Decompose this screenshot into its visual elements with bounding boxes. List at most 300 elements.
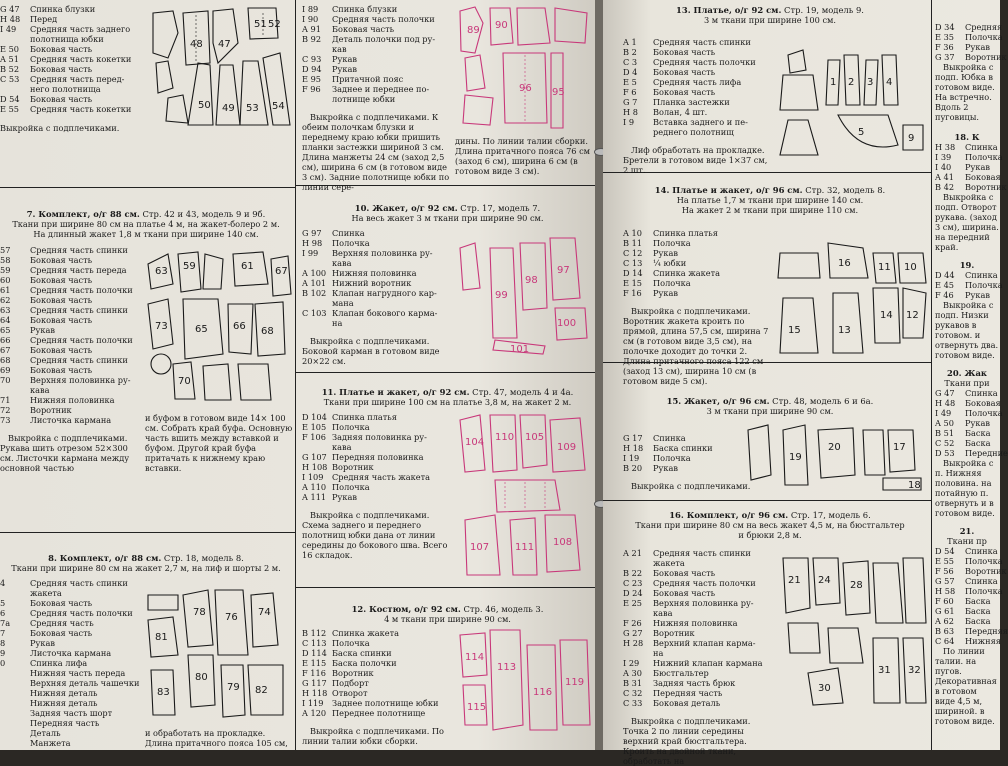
pattern-piece-row: [0, 335, 140, 345]
piece-name: Боковая часть: [653, 87, 716, 97]
pattern-piece-row: [302, 628, 450, 638]
piece-name: жакета: [653, 558, 685, 568]
pattern-piece-row: [0, 598, 140, 608]
piece-code: I 9: [623, 117, 635, 127]
piece-code: E 105: [302, 422, 327, 432]
piece-name: кава: [332, 442, 352, 452]
piece-number: 113: [497, 662, 517, 673]
pattern-piece-row: [0, 104, 140, 114]
piece-code: 7a: [0, 618, 11, 628]
piece-name: Спинка: [965, 546, 998, 556]
piece-code: [623, 127, 653, 137]
piece-code: I 19: [623, 453, 640, 463]
piece-code: D 104: [302, 412, 327, 422]
pattern-piece-row: [935, 586, 1003, 596]
piece-number: 83: [157, 687, 170, 698]
pattern-piece-row: [623, 278, 773, 288]
piece-name: Воротник: [30, 405, 72, 415]
pattern-piece-row: [935, 556, 1003, 566]
pattern-piece-row: [302, 432, 450, 442]
piece-code: C 113: [302, 638, 327, 648]
piece-code: 4: [0, 578, 6, 588]
piece-name: Баска: [965, 616, 991, 626]
piece-code: C 32: [623, 688, 643, 698]
piece-number: 107: [470, 542, 490, 553]
piece-code: D 114: [302, 648, 327, 658]
piece-code: E 5: [623, 77, 637, 87]
piece-name: Баска спинки: [332, 648, 392, 658]
pattern-piece-row: [0, 415, 140, 425]
piece-number: 59: [183, 261, 196, 272]
piece-code: A 120: [302, 708, 327, 718]
piece-number: 61: [241, 261, 254, 272]
pattern-diagram-12: [455, 625, 595, 735]
piece-name: Воротник: [965, 182, 1007, 192]
piece-code: D 54: [935, 546, 955, 556]
pattern-piece-row: [0, 305, 140, 315]
piece-name: Полочка: [965, 408, 1003, 418]
piece-code: [623, 648, 653, 658]
pattern-piece-row: [0, 285, 140, 295]
pattern-piece-row: [0, 638, 140, 648]
piece-code: D 94: [302, 64, 322, 74]
piece-code: H 48: [935, 398, 956, 408]
piece-code: [0, 708, 30, 718]
piece-name: Нижний воротник: [332, 278, 412, 288]
section-divider: [0, 187, 295, 188]
piece-code: B 2: [623, 47, 637, 57]
piece-name: Рукав: [965, 42, 990, 52]
pattern-piece-row: [935, 280, 1003, 290]
piece-name: полотнища юбки: [30, 34, 104, 44]
piece-name: Боковая часть: [30, 598, 93, 608]
piece-code: I 90: [302, 14, 319, 24]
pattern-piece-row: [0, 44, 140, 54]
piece-name: Спинка платья: [653, 228, 718, 238]
piece-name: Полочка: [332, 482, 370, 492]
pattern-piece-row: [0, 365, 140, 375]
piece-code: B 63: [935, 626, 955, 636]
pattern-piece-row: [623, 658, 773, 668]
piece-code: [0, 688, 30, 698]
piece-name: Боковая часть: [653, 67, 716, 77]
piece-name: Передняя: [965, 626, 1008, 636]
pattern-piece-row: [623, 558, 773, 568]
pattern-piece-row: [302, 698, 450, 708]
piece-number: 95: [552, 87, 565, 98]
piece-name: Баска полочки: [332, 658, 397, 668]
piece-name: Спинка: [332, 228, 365, 238]
pattern-piece-row: [0, 718, 140, 728]
pattern-piece-row: [302, 24, 450, 34]
pattern-piece-row: [0, 54, 140, 64]
piece-name: Полочка: [965, 556, 1003, 566]
piece-name: лотнище юбки: [332, 94, 396, 104]
pattern-piece-row: [623, 107, 773, 117]
piece-name: Средняя часть спинки: [30, 305, 128, 315]
block-9-continuation: дины. По линии талии сборки. Длина притачного пояса 76 см (заход 6 см), ширина 6 см (в готовом виде 3 см).: [455, 136, 591, 176]
block-8-continuation: и обработать на прокладке. Длина притачного пояса 105 см,: [145, 728, 288, 748]
pattern-block-15-header: 15. Жакет, о/г 96 см. Стр. 48, модель 6 и 6а. 3 м ткани при ширине 90 см.: [666, 396, 874, 416]
piece-number: 12: [906, 310, 919, 321]
pattern-piece-row: [623, 568, 773, 578]
piece-code: B 52: [0, 64, 20, 74]
piece-name: Боковая часть: [30, 94, 93, 104]
piece-number: 96: [519, 83, 532, 94]
pattern-piece-row: [302, 422, 450, 432]
piece-code: 59: [0, 265, 11, 275]
piece-code: B 92: [302, 34, 322, 44]
piece-code: E 35: [935, 32, 954, 42]
piece-code: D 53: [935, 448, 955, 458]
piece-number: 2: [848, 77, 855, 88]
piece-code: [0, 728, 30, 738]
pattern-piece-row: [302, 238, 450, 248]
pattern-piece-row: [623, 288, 773, 298]
pattern-piece-row: [302, 84, 450, 94]
piece-name: Передняя половинка: [332, 452, 424, 462]
pattern-piece-row: [0, 255, 140, 265]
piece-code: 66: [0, 335, 11, 345]
piece-code: [0, 385, 30, 395]
piece-name: Спинка: [965, 270, 998, 280]
piece-code: D 14: [623, 268, 643, 278]
piece-name: Подборт: [332, 678, 369, 688]
piece-name: Передняя часть: [653, 688, 723, 698]
piece-number: 17: [893, 442, 906, 453]
pattern-piece-row: [935, 32, 1003, 42]
piece-code: 73: [0, 415, 11, 425]
pattern-piece-row: [0, 588, 140, 598]
piece-number: 116: [533, 687, 553, 698]
piece-name: Деталь полочки под ру-: [332, 34, 436, 44]
piece-number: 73: [155, 321, 168, 332]
section-title: 21.: [959, 526, 975, 536]
pattern-piece-row: [302, 472, 450, 482]
pattern-piece-row: [623, 127, 773, 137]
pattern-piece-row: [302, 4, 450, 14]
piece-code: C 93: [302, 54, 322, 64]
pattern-piece-row: [623, 37, 773, 47]
piece-code: A 41: [935, 172, 954, 182]
piece-name: Баска: [965, 606, 991, 616]
block-6-note: Выкройка с подплечиками.: [0, 123, 120, 133]
piece-code: F 6: [623, 87, 637, 97]
pattern-piece-row: [302, 248, 450, 258]
piece-name: Полочка: [332, 422, 370, 432]
pattern-piece-row: [623, 588, 773, 598]
pattern-piece-row: [623, 548, 773, 558]
pattern-diagram-15: [743, 420, 928, 495]
block-note: Выкройка с подплечиками. К обеим полочкам блузки и переднему краю юбки пришить планки застежки шириной 3 см. Длина манжеты 24 см (заход 2,5 см), ширина 6 см (в готовом виде 3 см). Задние полотнище юбки по линии сере-: [302, 112, 450, 192]
piece-code: B 42: [935, 182, 955, 192]
block-note: По линии талии. на пугов. Декоративная в готовом виде 4,5 м, шириной. в готовом виде.: [935, 646, 997, 726]
section-title: 18. К: [954, 132, 980, 142]
pattern-piece-row: [935, 546, 999, 556]
pattern-piece-row: [623, 688, 773, 698]
piece-name: Средняя часть спинки: [30, 578, 128, 588]
piece-number: 68: [261, 326, 274, 337]
piece-code: I 49: [0, 24, 17, 34]
piece-code: 64: [0, 315, 11, 325]
piece-code: A 110: [302, 482, 327, 492]
section-divider: [295, 372, 597, 373]
piece-code: B 51: [935, 428, 955, 438]
piece-name: Волан, 4 шт.: [653, 107, 708, 117]
piece-name: Воротник: [332, 462, 374, 472]
pattern-piece-row: [302, 288, 450, 298]
pattern-piece-row: [623, 608, 773, 618]
piece-name: Верхняя половинка ру-: [653, 598, 754, 608]
pattern-piece-row: [935, 270, 999, 280]
pattern-piece-row: [0, 245, 140, 255]
piece-name: Листочка кармана: [30, 648, 112, 658]
piece-name: Баска: [965, 596, 991, 606]
piece-number: 19: [789, 452, 802, 463]
piece-number: 70: [178, 376, 191, 387]
piece-name: Передняя часть: [30, 718, 100, 728]
piece-number: 97: [557, 265, 570, 276]
pattern-piece-row: [0, 265, 140, 275]
pattern-piece-row: [0, 678, 140, 688]
pattern-piece-row: [935, 626, 1008, 636]
piece-name: Рукав: [965, 418, 990, 428]
piece-code: I 40: [935, 162, 952, 172]
pattern-piece-row: [0, 345, 140, 355]
pattern-piece-row: [623, 228, 773, 238]
piece-code: B 112: [302, 628, 327, 638]
side-column: [935, 22, 1008, 726]
piece-name: Боковая: [965, 172, 1001, 182]
pattern-piece-row: [302, 482, 450, 492]
piece-name: ¼ юбки: [653, 258, 687, 268]
piece-code: A 62: [935, 616, 954, 626]
pattern-piece-row: [935, 438, 999, 448]
section-subtitle: Ткани пр: [947, 536, 987, 546]
piece-name: Средняя часть переда: [30, 265, 127, 275]
piece-code: 70: [0, 375, 11, 385]
block-note: Выкройка с подплечиками. Точка 2 по линии середины верхний край бюстгальтера. Кроить на двойной ткани, обработать на: [623, 716, 751, 766]
piece-code: B 22: [623, 568, 643, 578]
pattern-block-8-header: 8. Комплект, о/г 88 см. Стр. 18, модель 8. Ткани при ширине 80 см на жакет 2,7 м, на лиф и шорты 2 м.: [11, 553, 281, 573]
piece-code: C 52: [935, 438, 955, 448]
pattern-piece-row: [0, 578, 140, 588]
piece-code: 63: [0, 305, 11, 315]
piece-number: 9: [908, 133, 915, 144]
piece-name: кава: [653, 608, 673, 618]
piece-number: 74: [258, 607, 271, 618]
piece-name: Нижняя деталь: [30, 698, 98, 708]
piece-code: G 17: [623, 433, 643, 443]
pattern-piece-row: [623, 87, 773, 97]
piece-code: G 7: [623, 97, 638, 107]
piece-code: [0, 34, 30, 44]
pattern-piece-row: [935, 428, 999, 438]
piece-code: I 119: [302, 698, 324, 708]
pattern-piece-row: [0, 395, 140, 405]
pattern-piece-row: [302, 74, 450, 84]
piece-number: 47: [218, 39, 231, 50]
piece-code: 57: [0, 245, 11, 255]
piece-name: Рукав: [653, 288, 678, 298]
pattern-block-12-header: 12. Костюм, о/г 92 см. Стр. 46, модель 3. 4 м ткани при ширине 90 см.: [351, 604, 544, 624]
piece-code: [0, 588, 30, 598]
piece-name: Нижний клапан кармана: [653, 658, 763, 668]
pattern-piece-row: [0, 64, 140, 74]
pattern-piece-row: [935, 152, 1003, 162]
pattern-block-11-list: [302, 412, 450, 560]
pattern-piece-row: [0, 325, 140, 335]
pattern-piece-row: [0, 355, 140, 365]
piece-name: Средняя часть жакета: [332, 472, 431, 482]
pattern-piece-row: [623, 77, 773, 87]
piece-name: Рукав: [332, 64, 357, 74]
piece-number: 67: [275, 266, 288, 277]
piece-name: Рукав: [30, 325, 55, 335]
piece-name: Спинка: [965, 388, 998, 398]
pattern-piece-row: [302, 412, 450, 422]
pattern-block-6: [0, 4, 140, 114]
piece-name: Нижняя половинка: [30, 395, 115, 405]
piece-number: 30: [818, 683, 831, 694]
block-note: Выкройка с подплечиками. Воротник жакета кроить по прямой, длина 57,5 см, ширина 7 см (в готовом виде 3,5 см), на полочке доходит до точки 2. Длина притачного пояса 122 см (заход 13 см), ширина 10 см (в готовом виде 5 см).: [623, 306, 769, 386]
piece-name: Полочка: [653, 238, 691, 248]
piece-name: Средняя часть заднего: [30, 24, 131, 34]
piece-code: H 8: [623, 107, 638, 117]
piece-code: [0, 698, 30, 708]
pattern-block-7-header: 7. Комплект, о/г 88 см. Стр. 42 и 43, модель 9 и 9б. Ткани при ширине 80 см на платье 4 м, на жакет-болеро 2 м. На длинный жакет 1,8 м ткани при ширине 140 см.: [12, 209, 280, 239]
piece-code: 69: [0, 365, 11, 375]
piece-code: 61: [0, 285, 11, 295]
pattern-piece-row: [302, 268, 450, 278]
piece-code: A 10: [623, 228, 642, 238]
piece-name: Рукав: [965, 290, 990, 300]
piece-number: 81: [155, 632, 168, 643]
pattern-piece-row: [623, 578, 773, 588]
block-note: Выкройка с подплечиками. По линии талии юбки сборки.: [302, 726, 444, 746]
pattern-piece-row: [935, 42, 999, 52]
piece-code: E 115: [302, 658, 327, 668]
pattern-piece-row: [623, 57, 773, 67]
piece-code: [302, 258, 332, 268]
pattern-piece-row: [302, 638, 450, 648]
piece-name: Боковая часть: [30, 255, 93, 265]
pattern-piece-row: [0, 84, 140, 94]
piece-name: Спинка: [653, 433, 686, 443]
piece-number: 3: [867, 77, 874, 88]
piece-code: G 47: [0, 4, 20, 14]
piece-name: на: [332, 318, 343, 328]
piece-number: 119: [565, 677, 585, 688]
pattern-diagram-8: [143, 585, 293, 725]
pattern-piece-row: [623, 248, 773, 258]
pattern-diagram-11: [455, 410, 595, 580]
piece-code: 71: [0, 395, 11, 405]
piece-name: Воротник: [965, 566, 1007, 576]
piece-name: Средняя: [965, 22, 1003, 32]
piece-name: Средняя часть: [30, 618, 94, 628]
pattern-block-16-header: 16. Комплект, о/г 96 см. Стр. 17, модель 6. Ткани при ширине 80 см на весь жакет 4,5 м, на бюстгальтер и брюки 2,8 м.: [635, 510, 905, 540]
piece-name: Полочка: [653, 278, 691, 288]
piece-name: Боковая часть: [30, 365, 93, 375]
piece-number: 99: [495, 290, 508, 301]
piece-name: Верхняя половинка ру-: [332, 248, 433, 258]
piece-code: I 29: [623, 658, 640, 668]
piece-name: Боковая часть: [30, 295, 93, 305]
piece-name: Рукав: [653, 463, 678, 473]
piece-code: H 118: [302, 688, 328, 698]
piece-code: A 111: [302, 492, 327, 502]
piece-number: 10: [904, 262, 917, 273]
piece-code: F 116: [302, 668, 326, 678]
piece-number: 114: [465, 652, 485, 663]
piece-code: G 57: [935, 576, 955, 586]
pattern-diagram-9: [455, 3, 595, 133]
piece-code: H 108: [302, 462, 328, 472]
piece-number: 1: [830, 77, 837, 88]
piece-code: E 25: [623, 598, 642, 608]
piece-name: Воротник: [965, 52, 1007, 62]
pattern-piece-row: [623, 258, 773, 268]
piece-name: Нижняя: [965, 636, 1001, 646]
piece-name: Нижняя часть переда: [30, 668, 126, 678]
piece-number: 110: [495, 432, 515, 443]
pattern-piece-row: [935, 142, 999, 152]
piece-code: [623, 558, 653, 568]
section-subtitle: Ткани при: [944, 378, 990, 388]
piece-code: A 101: [302, 278, 327, 288]
pattern-piece-row: [302, 54, 450, 64]
pattern-block-11-header: 11. Платье и жакет, о/г 92 см. Стр. 47, модель 4 и 4а. Ткани при ширине 100 см на платье 3,8 м, на жакет 2 м.: [321, 387, 574, 407]
piece-name: Воротник: [332, 668, 374, 678]
piece-code: E 45: [935, 280, 954, 290]
piece-code: D 4: [623, 67, 638, 77]
piece-code: E 95: [302, 74, 321, 84]
piece-code: F 16: [623, 288, 642, 298]
pattern-block-12-list: [302, 628, 450, 746]
piece-name: Спинка блузки: [30, 4, 96, 14]
pattern-piece-row: [935, 22, 1003, 32]
pattern-piece-row: [0, 405, 140, 415]
pattern-block-10-list: [302, 228, 450, 366]
piece-name: Полочка: [332, 238, 370, 248]
piece-code: [623, 608, 653, 618]
piece-name: Средняя часть кокетки: [30, 104, 132, 114]
piece-number: 80: [195, 672, 208, 683]
piece-code: D 44: [935, 270, 955, 280]
piece-name: него полотнища: [30, 84, 101, 94]
piece-code: 58: [0, 255, 11, 265]
pattern-piece-row: [623, 678, 773, 688]
piece-number: 98: [525, 275, 538, 286]
piece-number: 79: [227, 682, 240, 693]
piece-code: B 20: [623, 463, 643, 473]
piece-name: Верхняя половинка ру-: [30, 375, 131, 385]
piece-name: Клапан бокового карма-: [332, 308, 438, 318]
piece-code: I 109: [302, 472, 324, 482]
piece-code: D 34: [935, 22, 955, 32]
piece-name: Баска: [965, 428, 991, 438]
piece-code: F 36: [935, 42, 954, 52]
piece-number: 78: [193, 607, 206, 618]
piece-name: Нижняя деталь: [30, 688, 98, 698]
block-note: Выкройка с подп. Отворот рукава. (заход 3 см), ширина. на передний край.: [935, 192, 999, 252]
piece-code: G 27: [623, 628, 643, 638]
block-note: Выкройка с подплечиками. Схема заднего и переднего полотнищ юбки дана от линии середины до бокового шва. Всего 16 складок.: [302, 510, 448, 560]
pattern-block-7-list: [0, 245, 140, 473]
piece-code: 67: [0, 345, 11, 355]
pattern-piece-row: [302, 658, 450, 668]
